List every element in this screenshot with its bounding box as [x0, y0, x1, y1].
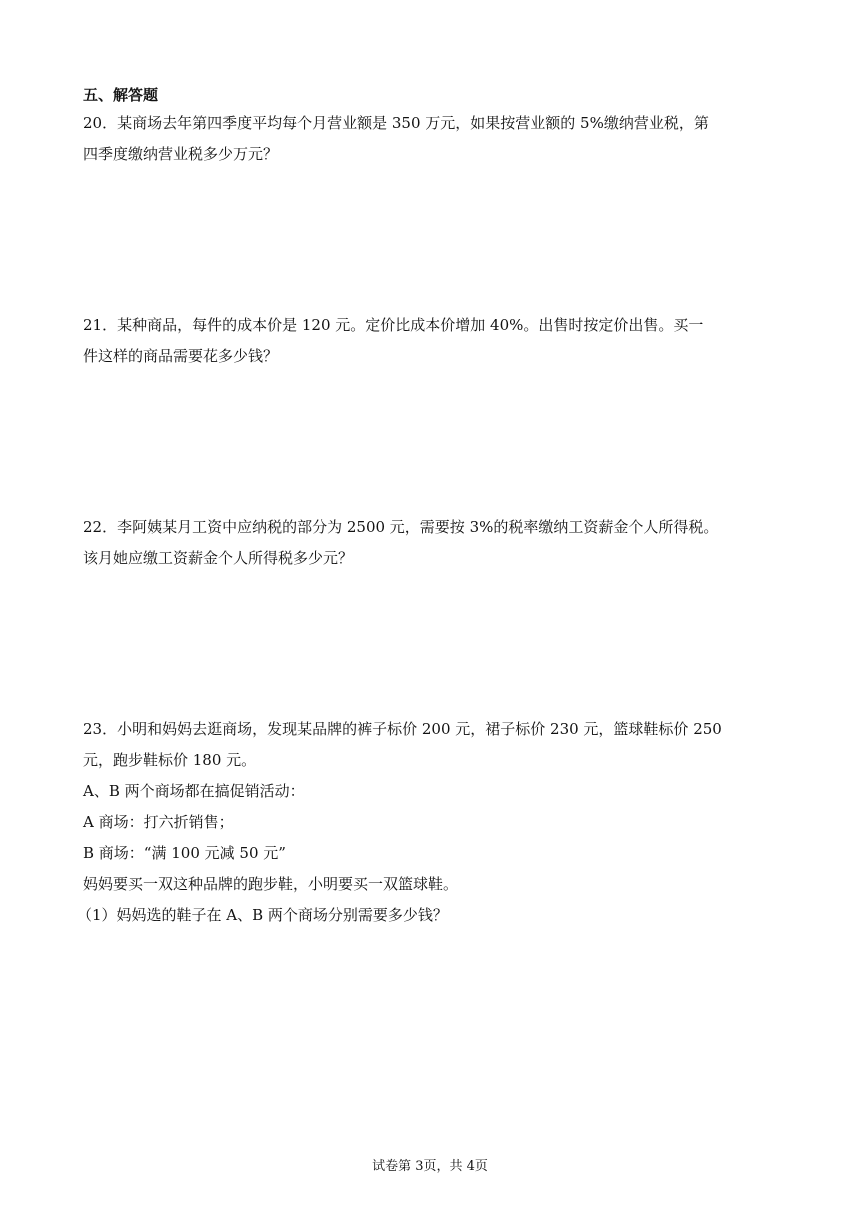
question-23 — [77, 714, 783, 931]
question-23-purchase: 妈妈要买一双这种品牌的跑步鞋，小明要买一双篮球鞋。 — [83, 875, 459, 893]
section-title: 五、解答题 — [83, 86, 159, 104]
question-21-line-1: 21．某种商品，每件的成本价是 120 元。定价比成本价增加 40%。出售时按定价出售。买一 — [83, 316, 704, 334]
question-20-line-2: 四季度缴纳营业税多少万元？ — [83, 145, 279, 163]
question-22-line-2: 该月她应缴工资薪金个人所得税多少元？ — [83, 549, 354, 567]
question-20-line-1: 20．某商场去年第四季度平均每个月营业额是 350 万元，如果按营业额的 5%缴纳营业税，第 — [83, 114, 709, 132]
page-footer: 试卷第 3页，共 4页 — [372, 1159, 488, 1174]
question-23-line-2: 元，跑步鞋标价 180 元。 — [83, 751, 257, 769]
question-23-line-1: 23．小明和妈妈去逛商场，发现某品牌的裤子标价 200 元，裙子标价 230 元，篮球鞋标价 250 — [83, 720, 722, 738]
question-22-line-1: 22．李阿姨某月工资中应纳税的部分为 2500 元，需要按 3%的税率缴纳工资薪金个人所得税。 — [83, 518, 719, 536]
question-21-line-2: 件这样的商品需要花多少钱？ — [83, 347, 279, 365]
question-23-store-b: B 商场：“满 100 元减 50 元” — [83, 844, 286, 862]
question-21 — [83, 310, 783, 372]
question-23-store-a: A 商场：打六折销售； — [83, 813, 234, 831]
question-23-promo-intro: A、B 两个商场都在搞促销活动： — [83, 782, 305, 800]
question-23-sub-1: （1）妈妈选的鞋子在 A、B 两个商场分别需要多少钱？ — [77, 906, 448, 924]
question-22 — [83, 512, 783, 574]
question-20 — [83, 108, 783, 170]
